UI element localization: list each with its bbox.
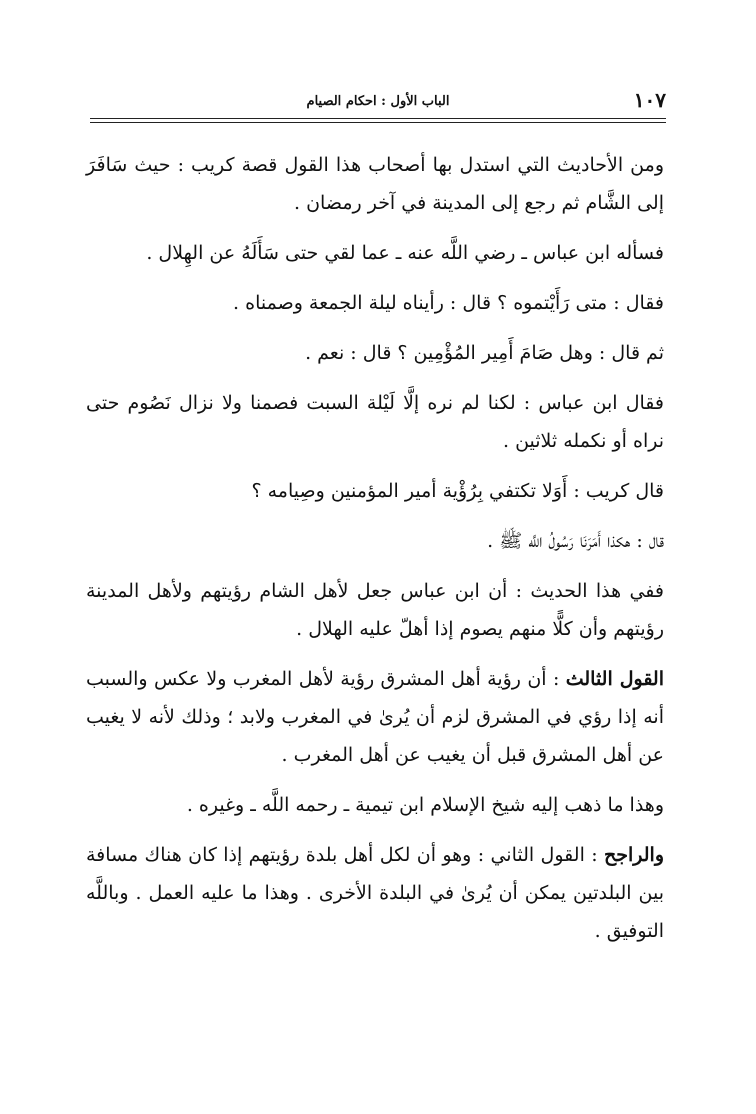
page-number: ١٠٧ [633, 88, 666, 112]
paragraph-text: وهذا ما ذهب إليه شيخ الإسلام ابن تيمية ـ رحمه اللَّه ـ وغيره . [186, 794, 664, 816]
paragraph-lead: والراجح [603, 844, 664, 866]
paragraph [86, 234, 664, 272]
paragraph [86, 146, 664, 222]
paragraph-text: فسأله ابن عباس ـ رضي اللَّه عنه ـ عما لقي حتى سَأَلَهُ عن الهِلال . [146, 242, 664, 264]
header-rule [90, 118, 666, 123]
paragraph-text: ثم قال : وهل صَامَ أَمِير المُؤْمِين ؟ قال : نعم . [305, 342, 664, 364]
paragraph [86, 384, 664, 460]
paragraph-text: قال كريب : أَوَلا تكتفي بِرُؤْية أمير المؤمنين وصِيامه ؟ [251, 480, 664, 502]
paragraph-text: ومن الأحاديث التي استدل بها أصحاب هذا القول قصة كريب : حيث سَافَرَ إلى الشَّام ثم رجع إلى المدينة في آخر رمضان . [86, 154, 664, 214]
paragraph-text: : القول الثاني : وهو أن لكل أهل بلدة رؤيتهم إذا كان هناك مسافة بين البلدتين يمكن أن يُرىٰ في البلدة الأخرى . وهذا ما عليه العمل . وباللَّه التوفيق . [86, 844, 664, 942]
paragraph-text: فقال : متى رَأَيْتموه ؟ قال : رأيناه ليلة الجمعة وصمناه . [233, 292, 664, 314]
paragraph-text: فقال ابن عباس : لكنا لم نره إلَّا لَيْلة السبت فصمنا ولا نزال نَصُوم حتى نراه أو نكمله ثلاثين . [86, 392, 664, 452]
running-title: الباب الأول : احكام الصيام [306, 94, 450, 109]
page-body [86, 146, 664, 962]
paragraph [86, 522, 664, 560]
paragraph [86, 836, 664, 950]
paragraph-lead: القول الثالث [565, 668, 664, 690]
page-header [90, 88, 666, 116]
paragraph-text: قال : هكذا أَمَرَنَا رَسُولُ اللَّه ﷺ . [487, 530, 664, 552]
paragraph-text: : أن رؤية أهل المشرق رؤية لأهل المغرب ولا عكس والسبب أنه إذا رؤي في المشرق لزم أن يُرىٰ في المغرب ولابد ؛ وذلك لأنه لا يغيب عن أهل المشرق قبل أن يغيب عن أهل المغرب . [86, 668, 664, 766]
paragraph [86, 334, 664, 372]
paragraph [86, 284, 664, 322]
paragraph [86, 786, 664, 824]
paragraph-text: ففي هذا الحديث : أن ابن عباس جعل لأهل الشام رؤيتهم ولأهل المدينة رؤيتهم وأن كلًّا منهم يصوم إذا أهلّ عليه الهلال . [86, 580, 664, 640]
paragraph [86, 472, 664, 510]
paragraph [86, 572, 664, 648]
paragraph [86, 660, 664, 774]
